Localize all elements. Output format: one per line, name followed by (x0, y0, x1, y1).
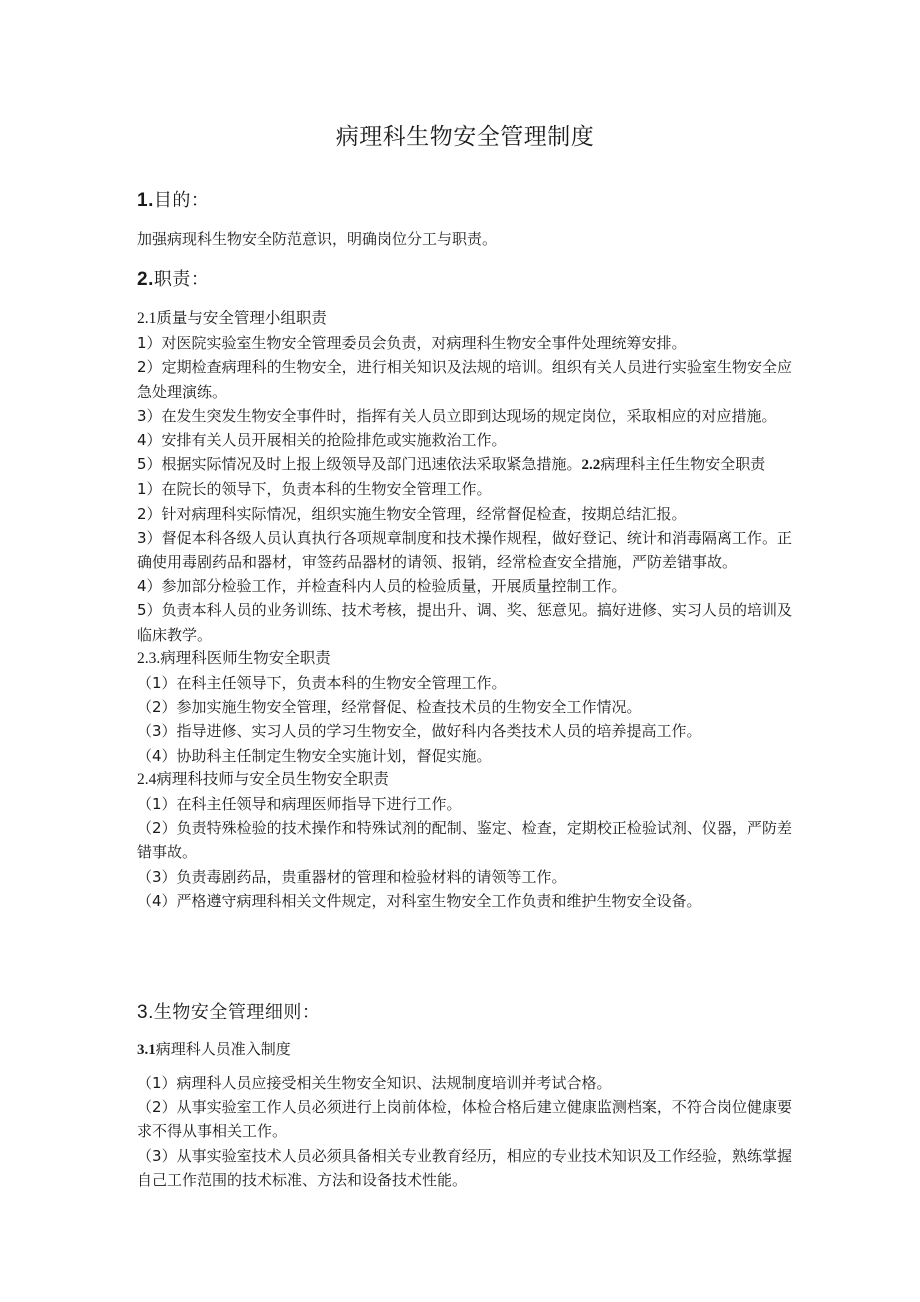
list-item: （2）参加实施生物安全管理，经常督促、检查技术员的生物安全工作情况。 (137, 698, 642, 717)
list-item: （2）从事实验室工作人员必须进行上岗前体检，体检合格后建立健康监测档案，不符合岗位健康要求不得从事相关工作。 (137, 1098, 792, 1141)
list-item: 2）针对病理科实际情况，组织实施生物安全管理，经常督促检查，按期总结汇报。 (137, 504, 687, 523)
subsection-2-3-title: 2.3.病理科医师生物安全职责 (137, 649, 331, 667)
subsection-2-2-title: 病理科主任生物安全职责 (600, 455, 766, 474)
list-item: （4）协助科主任制定生物安全实施计划，督促实施。 (137, 746, 492, 765)
subsection-3-1-number: 3.1 (137, 1042, 156, 1058)
list-item: 1）对医院实验室生物安全管理委员会负责，对病理科生物安全事件处理统筹安排。 (137, 334, 687, 353)
section-1-label: 目的： (153, 190, 210, 211)
list-item: 3）督促本科各级人员认真执行各项规章制度和技术操作规程，做好登记、统计和消毒隔离工作。正确使用毒剧药品和器材，审签药品器材的请领、报销，经常检查安全措施，严防差错事故。 (137, 528, 792, 572)
page-title: 病理科生物安全管理制度 (335, 124, 595, 150)
section-1-heading (137, 186, 209, 212)
list-item: （3）负责毒剧药品，贵重器材的管理和检验材料的请领等工作。 (137, 867, 567, 886)
list-item: 5）根据实际情况及时上报上级领导及部门迅速依法采取紧急措施。 (137, 455, 582, 474)
section-3-heading (137, 998, 320, 1024)
subsection-2-1-title: 2.1质量与安全管理小组职责 (137, 310, 327, 327)
section-3-number: 3. (137, 1002, 154, 1023)
list-item: （3）从事实验室技术人员必须具备相关专业教育经历，相应的专业技术知识及工作经验，熟练掌握自己工作范围的技术标准、方法和设备技术性能。 (137, 1146, 792, 1189)
list-item: （2）负责特殊检验的技术操作和特殊试剂的配制、鉴定、检查，定期校正检验试剂、仪器，严防差错事故。 (137, 819, 792, 862)
list-item: 4）安排有关人员开展相关的抢险排危或实施救治工作。 (137, 431, 507, 450)
subsection-2-4-title: 2.4病理科技师与安全员生物安全职责 (137, 770, 389, 788)
subsection-2-2-number: 2.2 (581, 457, 601, 474)
section-2-number: 2. (137, 269, 154, 290)
list-item: 2）定期检查病理科的生物安全，进行相关知识及法规的培训。组织有关人员进行实验室生物安全应急处理演练。 (137, 358, 792, 401)
subsection-3-1-heading (137, 1038, 291, 1059)
list-item: 3）在发生突发生物安全事件时，指挥有关人员立即到达现场的规定岗位，采取相应的对应措施。 (137, 406, 777, 425)
list-item: （3）指导进修、实习人员的学习生物安全，做好科内各类技术人员的培养提高工作。 (137, 722, 702, 741)
list-item: 1）在院长的领导下，负责本科的生物安全管理工作。 (137, 480, 492, 499)
list-item: （1）在科主任领导和病理医师指导下进行工作。 (137, 795, 462, 814)
section-3-label: 生物安全管理细则： (153, 1002, 321, 1023)
list-item: （1）病理科人员应接受相关生物安全知识、法规制度培训并考试合格。 (137, 1074, 612, 1092)
list-item: （1）在科主任领导下，负责本科的生物安全管理工作。 (137, 674, 507, 693)
section-2-label: 职责： (153, 269, 210, 290)
section-1-number: 1. (137, 190, 154, 211)
list-item: （4）严格遵守病理科相关文件规定，对科室生物安全工作负责和维护生物安全设备。 (137, 891, 702, 910)
section-3-1-body (137, 1071, 792, 1192)
section-2-heading (137, 265, 209, 291)
list-item: 4）参加部分检验工作，并检查科内人员的检验质量，开展质量控制工作。 (137, 577, 627, 596)
section-2-body (137, 307, 792, 913)
list-item: 5）负责本科人员的业务训练、技术考核，提出升、调、奖、惩意见。搞好进修、实习人员的培训及临床教学。 (137, 601, 792, 644)
subsection-3-1-title: 病理科人员准入制度 (155, 1040, 291, 1058)
section-1-text: 加强病现科生物安全防范意识，明确岗位分工与职责。 (137, 230, 498, 248)
list-item-with-inline-heading (137, 452, 792, 477)
